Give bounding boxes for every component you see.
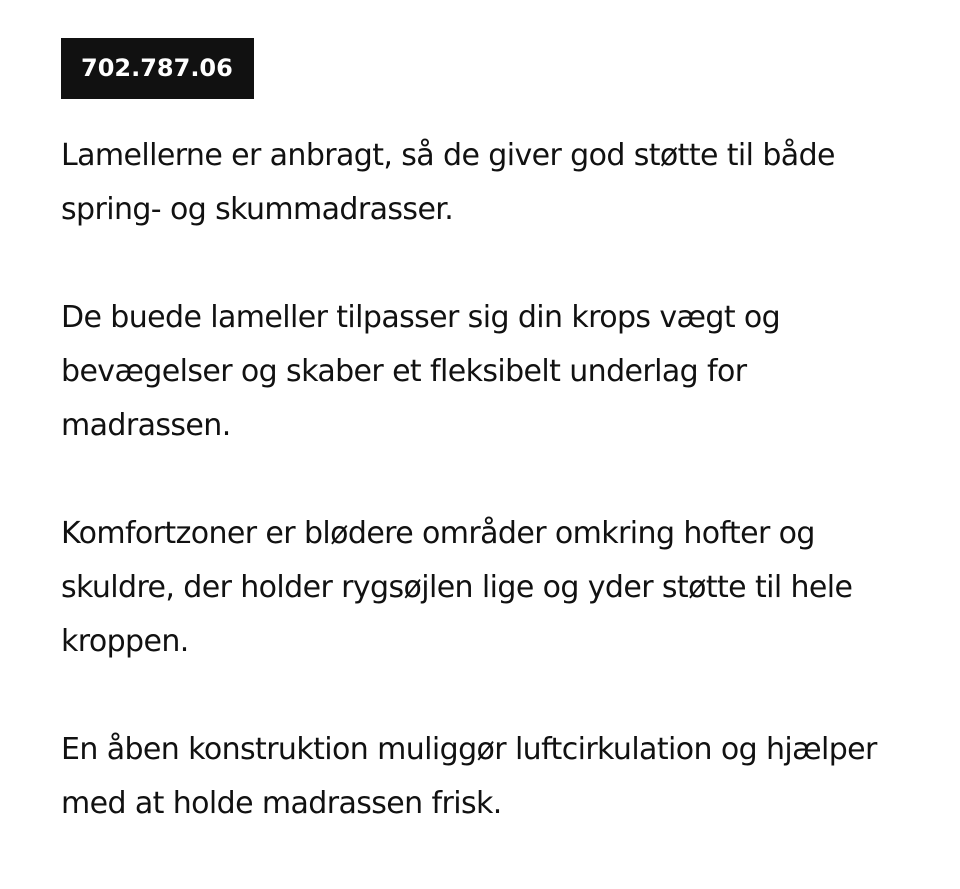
- description-paragraph-slats: Lamellerne er anbragt, så de giver god støtte til både spring- og skummadrasser.: [61, 138, 835, 227]
- description-paragraph-comfort-zones: Komfortzoner er blødere områder omkring hofter og skuldre, der holder rygsøjlen lige og yder støtte til hele kroppen.: [61, 516, 853, 659]
- description-paragraph-air-circulation: En åben konstruktion muliggør luftcirkulation og hjælper med at holde madrassen frisk.: [61, 732, 877, 821]
- product-description: [61, 38, 921, 831]
- description-paragraph-curved-slats: De buede lameller tilpasser sig din krops vægt og bevægelser og skaber et fleksibelt underlag for madrassen.: [61, 300, 781, 443]
- article-number-badge: 702.787.06: [61, 38, 254, 99]
